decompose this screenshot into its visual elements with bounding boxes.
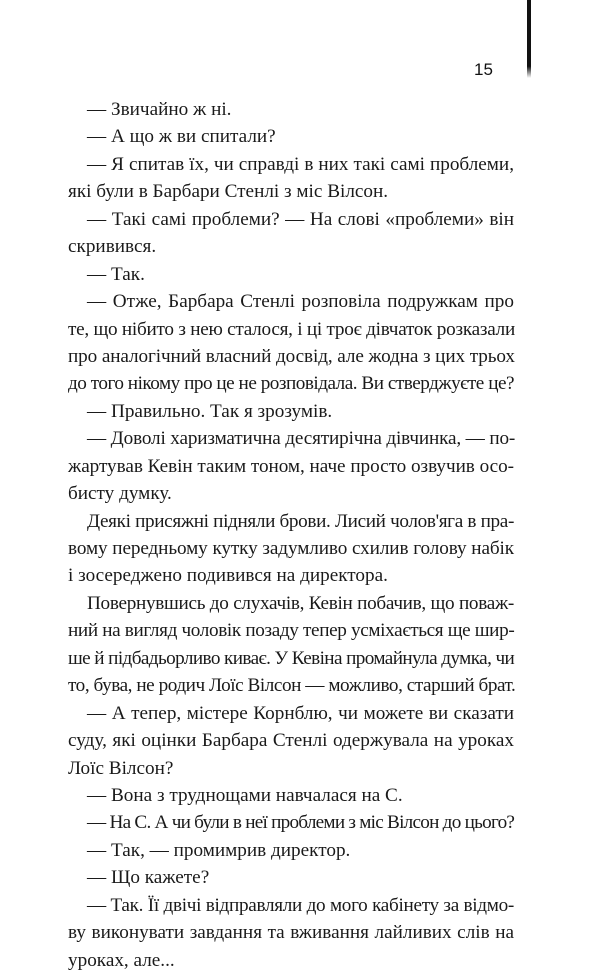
text-line: до того нікому про це не розповідала. Ви стверджуєте це?: [68, 373, 514, 395]
text-line: — На С. А чи були в неї проблеми з міс Вілсон до цього?: [87, 812, 515, 834]
text-line: — Я спитав їх, чи справді в них такі самі проблеми,: [87, 153, 514, 175]
text-line: — А тепер, містере Корнблю, чи можете ви сказати: [87, 702, 514, 724]
text-line: ше й підбадьорливо киває. У Кевіна промайнула думка, чи: [68, 647, 515, 669]
text-line: які були в Барбари Стенлі з міс Вілсон.: [68, 181, 389, 203]
text-line: ву виконувати завдання та вживання лайливих слів на: [68, 922, 514, 944]
text-line: — Так. Її двічі відправляли до мого кабінету за відмо-: [87, 894, 514, 916]
text-line: те, що нібито з нею сталося, і ці троє дівчаток розказали: [68, 318, 515, 340]
text-line: ний на вигляд чоловік позаду тепер усміхається ще шир-: [68, 620, 515, 642]
page-edge-mark: [527, 0, 531, 78]
text-line: — Що кажете?: [87, 867, 210, 889]
text-line: про аналогічний власний досвід, але жодна з цих трьох: [68, 345, 515, 367]
text-line: уроках, але...: [68, 949, 175, 971]
text-line: — А що ж ви спитали?: [87, 126, 276, 148]
body-text: [68, 96, 514, 974]
text-line: суду, які оцінки Барбара Стенлі одержувала на уроках: [68, 730, 514, 752]
text-line: — Так.: [87, 263, 145, 285]
text-line: — Отже, Барбара Стенлі розповіла подружкам про: [87, 291, 514, 313]
text-line: і зосереджено подивився на директора.: [68, 565, 388, 587]
text-line: — Звичайно ж ні.: [87, 99, 232, 120]
text-line: — Такі самі проблеми? — На слові «проблеми» він: [87, 208, 514, 230]
text-line: Повернувшись до слухачів, Кевін побачив, що поваж-: [87, 592, 514, 614]
text-line: Деякі присяжні підняли брови. Лисий чолов'яга в пра-: [87, 510, 514, 532]
text-line: скривився.: [68, 236, 157, 258]
text-line: Лоїс Вілсон?: [68, 757, 174, 779]
text-line: — Так, — промимрив директор.: [87, 839, 351, 861]
text-line: бисту думку.: [68, 483, 172, 505]
text-line: то, бува, не родич Лоїс Вілсон — можливо, старший брат.: [68, 675, 516, 697]
text-line: — Правильно. Так я зрозумів.: [87, 400, 333, 422]
text-line: вому передньому кутку задумливо схилив голову набік: [68, 538, 514, 559]
page-number: 15: [474, 60, 493, 79]
text-line: — Вона з труднощами навчалася на С.: [87, 784, 403, 806]
text-line: жартував Кевін таким тоном, наче просто озвучив осо-: [68, 455, 514, 477]
text-line: — Доволі харизматична десятирічна дівчинка, — по-: [87, 428, 516, 450]
